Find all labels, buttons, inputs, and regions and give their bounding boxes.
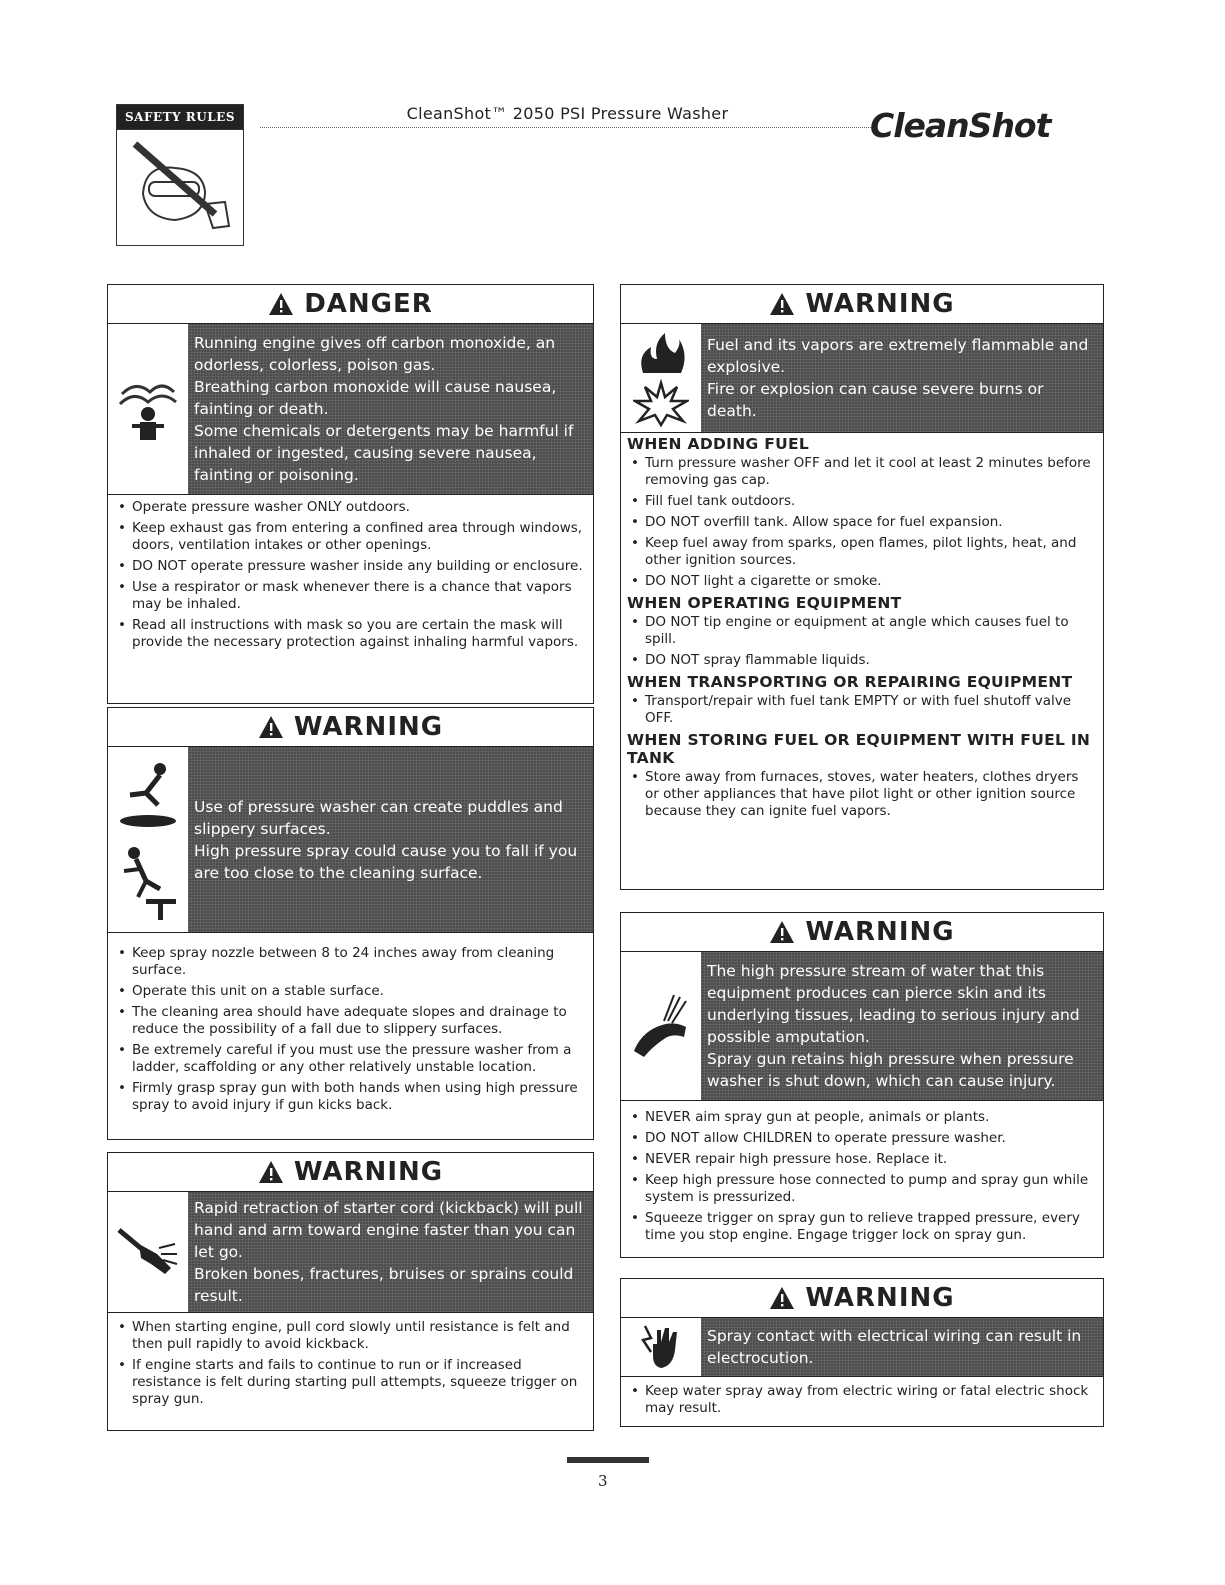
list-item: • Operate this unit on a stable surface. [132, 983, 585, 1000]
danger-title: DANGER [304, 289, 433, 319]
hazard-message: Running engine gives off carbon monoxide, an odorless, colorless, poison gas. [194, 334, 556, 374]
hazard-message: Breathing carbon monoxide will cause nausea, fainting or death. [194, 378, 557, 418]
hazard-message: Broken bones, fractures, bruises or sprains could result. [194, 1265, 574, 1305]
section-heading: WHEN STORING FUEL OR EQUIPMENT WITH FUEL IN TANK [627, 731, 1091, 767]
warning-pierce-panel [620, 912, 1104, 1258]
hazard-message: Use of pressure washer can create puddles and slippery surfaces. [194, 797, 563, 838]
list-item: • DO NOT allow CHILDREN to operate pressure washer. [645, 1130, 1095, 1147]
hazard-message: Rapid retraction of starter cord (kickback) will pull hand and arm toward engine faster than you can let go. [194, 1199, 583, 1261]
hazard-icon-column [108, 1192, 188, 1312]
hazard-messages [188, 324, 593, 494]
list-item: • Keep spray nozzle between 8 to 24 inches away from cleaning surface. [132, 945, 585, 979]
document-title: CleanShot™ 2050 PSI Pressure Washer [260, 104, 875, 128]
danger-panel [107, 284, 594, 704]
alert-triangle-icon [258, 715, 284, 739]
list-item: • DO NOT overfill tank. Allow space for fuel expansion. [645, 514, 1095, 531]
hazard-message: Fire or explosion can cause severe burns or death. [707, 380, 1044, 420]
list-item: • Be extremely careful if you must use the pressure washer from a ladder, scaffolding or any other relatively unstable location. [132, 1042, 585, 1076]
warning-title: WARNING [805, 1283, 955, 1313]
warning-title: WARNING [805, 917, 955, 947]
list-item: • Fill fuel tank outdoors. [645, 493, 1095, 510]
fuel-operating-list [621, 612, 1103, 669]
list-item: • Keep high pressure hose connected to pump and spray gun while system is pressurized. [645, 1172, 1095, 1206]
danger-bullet-list [108, 495, 593, 659]
hazard-message: Some chemicals or detergents may be harmful if inhaled or ingested, causing severe nausea, fainting or poisoning. [194, 422, 574, 484]
alert-triangle-icon [769, 1286, 795, 1310]
hazard-message: The high pressure stream of water that this equipment produces can pierce skin and its underlying tissues, leading to serious injury and possible amputation. [707, 962, 1080, 1046]
hazard-icon-column [621, 324, 701, 432]
list-item: • Store away from furnaces, stoves, water heaters, clothes dryers or other appliances that have pilot light or other ignition source because they can ignite fuel vapors. [645, 769, 1095, 820]
goggles-spray-gun-icon [125, 134, 235, 234]
hazard-messages [701, 952, 1103, 1100]
kickback-bullet-list [108, 1313, 593, 1416]
hazard-box [108, 747, 593, 933]
list-item: • Use a respirator or mask whenever there is a chance that vapors may be inhaled. [132, 579, 585, 613]
hazard-box [621, 324, 1103, 433]
list-item: • If engine starts and fails to continue to run or if increased resistance is felt during starting pull attempts, squeeze trigger on spray gun. [132, 1357, 585, 1408]
hazard-message: Spray contact with electrical wiring can result in electrocution. [707, 1327, 1082, 1367]
list-item: • NEVER repair high pressure hose. Replace it. [645, 1151, 1095, 1168]
pierce-bullet-list [621, 1101, 1103, 1252]
panel-title [108, 285, 593, 324]
hazard-messages [701, 1318, 1103, 1376]
hazard-message: Spray gun retains high pressure when pressure washer is shut down, which can cause injury. [707, 1050, 1074, 1090]
slip-hazard-icon [116, 759, 180, 831]
electrocution-icon [639, 1322, 683, 1372]
warning-title: WARNING [805, 289, 955, 319]
panel-title [108, 1153, 593, 1192]
panel-title [621, 285, 1103, 324]
hazard-box [621, 952, 1103, 1101]
list-item: • Read all instructions with mask so you are certain the mask will provide the necessary protection against inhaling harmful vapors. [132, 617, 585, 651]
list-item: • DO NOT operate pressure washer inside any building or enclosure. [132, 558, 585, 575]
fuel-adding-list [621, 453, 1103, 590]
warning-fuel-panel [620, 284, 1104, 890]
list-item: • DO NOT spray flammable liquids. [645, 652, 1095, 669]
hazard-icon-column [108, 324, 188, 494]
hazard-box [108, 1192, 593, 1313]
panel-title [621, 913, 1103, 952]
page-number: 3 [598, 1472, 608, 1490]
hazard-messages [188, 1192, 593, 1312]
alert-triangle-icon [769, 292, 795, 316]
hazard-message: Fuel and its vapors are extremely flammable and explosive. [707, 336, 1089, 376]
hazard-box [621, 1318, 1103, 1377]
hazard-icon-column [621, 952, 701, 1100]
list-item: • Keep exhaust gas from entering a confined area through windows, doors, ventilation intakes or other openings. [132, 520, 585, 554]
section-heading: WHEN ADDING FUEL [627, 435, 810, 453]
page-marker [567, 1457, 649, 1463]
safety-rules-tag: SAFETY RULES [117, 105, 243, 130]
list-item: • Turn pressure washer OFF and let it cool at least 2 minutes before removing gas cap. [645, 455, 1095, 489]
list-item: • Keep fuel away from sparks, open flames, pilot lights, heat, and other ignition sources. [645, 535, 1095, 569]
list-item: • The cleaning area should have adequate slopes and drainage to reduce the possibility of a fall due to slippery surfaces. [132, 1004, 585, 1038]
list-item: • Squeeze trigger on spray gun to relieve trapped pressure, every time you stop engine. Engage trigger lock on spray gun. [645, 1210, 1095, 1244]
brand-logo: CleanShot [870, 106, 1051, 145]
list-item: • Firmly grasp spray gun with both hands when using high pressure spray to avoid injury if gun kicks back. [132, 1080, 585, 1114]
slip-bullet-list [108, 933, 593, 1122]
alert-triangle-icon [769, 920, 795, 944]
list-item: • Keep water spray away from electric wiring or fatal electric shock may result. [645, 1383, 1095, 1417]
hazard-messages [701, 324, 1103, 432]
flammable-icon [633, 329, 689, 377]
warning-slip-panel [107, 707, 594, 1140]
kickback-hand-icon [115, 1224, 181, 1280]
section-heading: WHEN TRANSPORTING OR REPAIRING EQUIPMENT [627, 673, 1073, 691]
panel-title [621, 1279, 1103, 1318]
list-item: • NEVER aim spray gun at people, animals or plants. [645, 1109, 1095, 1126]
hazard-messages [188, 747, 593, 932]
hazard-icon-column [108, 747, 188, 932]
alert-triangle-icon [268, 292, 294, 316]
warning-title: WARNING [293, 712, 444, 742]
alert-triangle-icon [258, 1160, 284, 1184]
warning-electric-panel [620, 1278, 1104, 1427]
fuel-storing-list [621, 767, 1103, 820]
electric-bullet-list [621, 1377, 1103, 1425]
skin-injection-icon [628, 991, 694, 1061]
list-item: • DO NOT light a cigarette or smoke. [645, 573, 1095, 590]
explosion-icon [633, 379, 689, 427]
hazard-icon-column [621, 1318, 701, 1376]
section-heading: WHEN OPERATING EQUIPMENT [627, 594, 902, 612]
safety-rules-logo [116, 104, 244, 246]
list-item: • Transport/repair with fuel tank EMPTY or with fuel shutoff valve OFF. [645, 693, 1095, 727]
list-item: • Operate pressure washer ONLY outdoors. [132, 499, 585, 516]
fuel-transporting-list [621, 691, 1103, 727]
list-item: • DO NOT tip engine or equipment at angle which causes fuel to spill. [645, 614, 1095, 648]
list-item: • When starting engine, pull cord slowly until resistance is felt and then pull rapidly to avoid kickback. [132, 1319, 585, 1353]
hazard-message: High pressure spray could cause you to fall if you are too close to the cleaning surface. [194, 841, 578, 882]
panel-title [108, 708, 593, 747]
toxic-fumes-icon [116, 374, 180, 444]
fall-hazard-icon [116, 841, 180, 921]
warning-title: WARNING [293, 1157, 444, 1187]
hazard-box [108, 324, 593, 495]
warning-kickback-panel [107, 1152, 594, 1431]
